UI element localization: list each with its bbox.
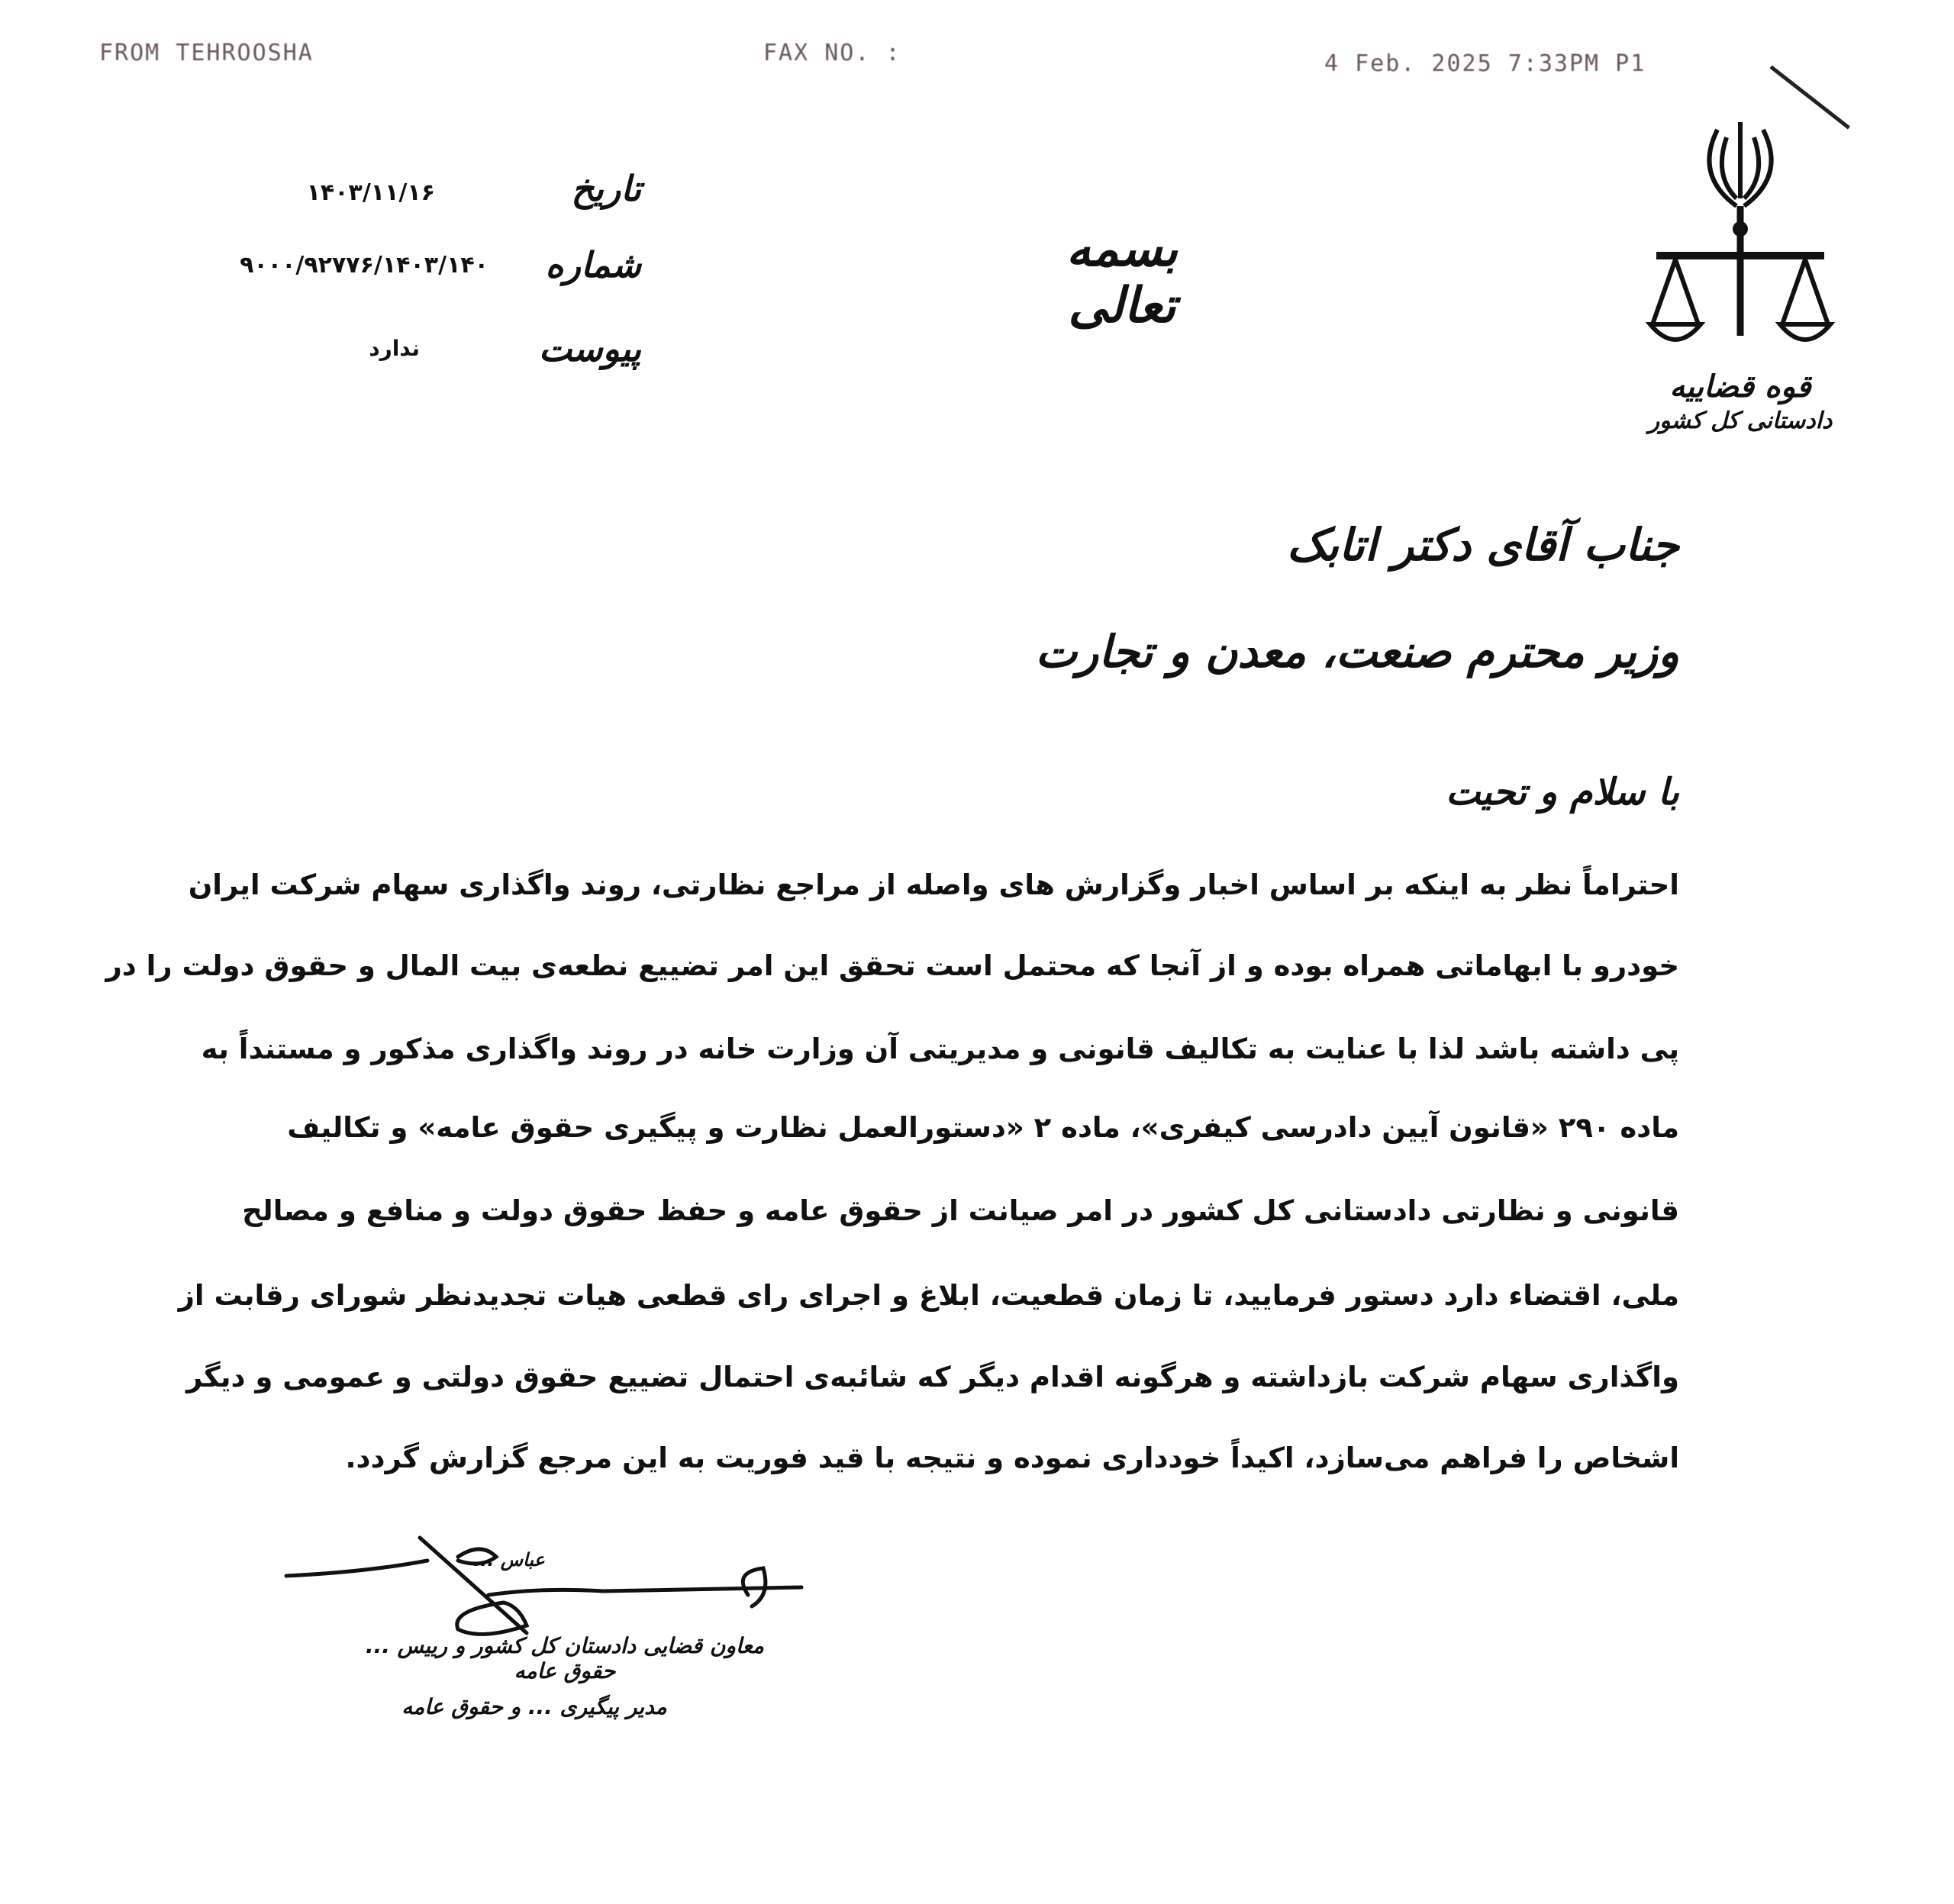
emblem-org: قوه قضاییه bbox=[1669, 369, 1811, 404]
fax-number: FAX NO. : bbox=[763, 40, 901, 66]
signatory-title: معاون قضایی دادستان کل کشور و رییس ... حقوق عامه bbox=[365, 1633, 765, 1683]
emblem-dept: دادستانی کل کشور bbox=[1648, 408, 1833, 434]
fax-timestamp: 4 Feb. 2025 7:33PM P1 bbox=[1324, 50, 1646, 77]
attachment-label: پیوست bbox=[538, 328, 641, 369]
signatory-note: مدیر پیگیری ... و حقوق عامه bbox=[401, 1694, 667, 1719]
judiciary-emblem bbox=[1641, 107, 1840, 458]
number-label: شماره bbox=[545, 244, 641, 285]
date-value: ۱۴۰۳/۱۱/۱۶ bbox=[306, 179, 435, 206]
scales-of-justice-icon bbox=[1641, 107, 1840, 359]
body-line: خودرو با ابهاماتی همراه بوده و از آنجا که محتمل است تحقق این امر تضییع نطعه‌ی بیت المال و حقوق دولت را در bbox=[105, 949, 1679, 982]
attachment-value: ندارد bbox=[369, 336, 420, 361]
body-line: اشخاص را فراهم می‌سازد، اکیداً خودداری نموده و نتیجه با قید فوریت به این مرجع گزارش گردد. bbox=[345, 1442, 1679, 1474]
body-line: احتراماً نظر به اینکه بر اساس اخبار وگزارش های واصله از مراجع نظارتی، روند واگذاری سهام شرکت ایران bbox=[188, 868, 1679, 901]
body-line: ماده ۲۹۰ «قانون آیین دادرسی کیفری»، ماده ۲ «دستورالعمل نظارت و پیگیری حقوق عامه» و تکالیف bbox=[287, 1111, 1679, 1144]
body-line: پی داشته باشد لذا با عنایت به تکالیف قانونی و مدیریتی آن وزارت خانه در روند واگذاری مذکور و مستنداً به bbox=[201, 1033, 1679, 1065]
body-line: واگذاری سهام شرکت بازداشته و هرگونه اقدام دیگر که شائبه‌ی احتمال تضییع حقوق دولتی و عمومی و دیگر bbox=[186, 1361, 1679, 1393]
fax-from: FROM TEHROOSHA bbox=[99, 40, 314, 66]
body-line: ملی، اقتضاء دارد دستور فرمایید، تا زمان قطعیت، ابلاغ و اجرای رای قطعی هیات تجدیدنظر شورای رقابت از bbox=[178, 1279, 1679, 1312]
invocation: بسمه تعالی bbox=[1066, 221, 1179, 334]
greeting: با سلام و تحیت bbox=[1446, 771, 1679, 813]
recipient-name: جناب آقای دکتر اتابک bbox=[1286, 519, 1679, 571]
recipient-title: وزیر محترم صنعت، معدن و تجارت bbox=[1035, 626, 1679, 678]
signature-block bbox=[275, 1526, 824, 1755]
body-line: قانونی و نظارتی دادستانی کل کشور در امر صیانت از حقوق عامه و حفظ حقوق دولت و منافع و مصالح bbox=[242, 1194, 1679, 1227]
signatory-name: عباس ... bbox=[473, 1549, 545, 1571]
date-label: تاریخ bbox=[571, 168, 641, 209]
number-value: ۹۰۰۰/۹۲۷۷۶/۱۴۰۳/۱۴۰ bbox=[240, 252, 488, 279]
